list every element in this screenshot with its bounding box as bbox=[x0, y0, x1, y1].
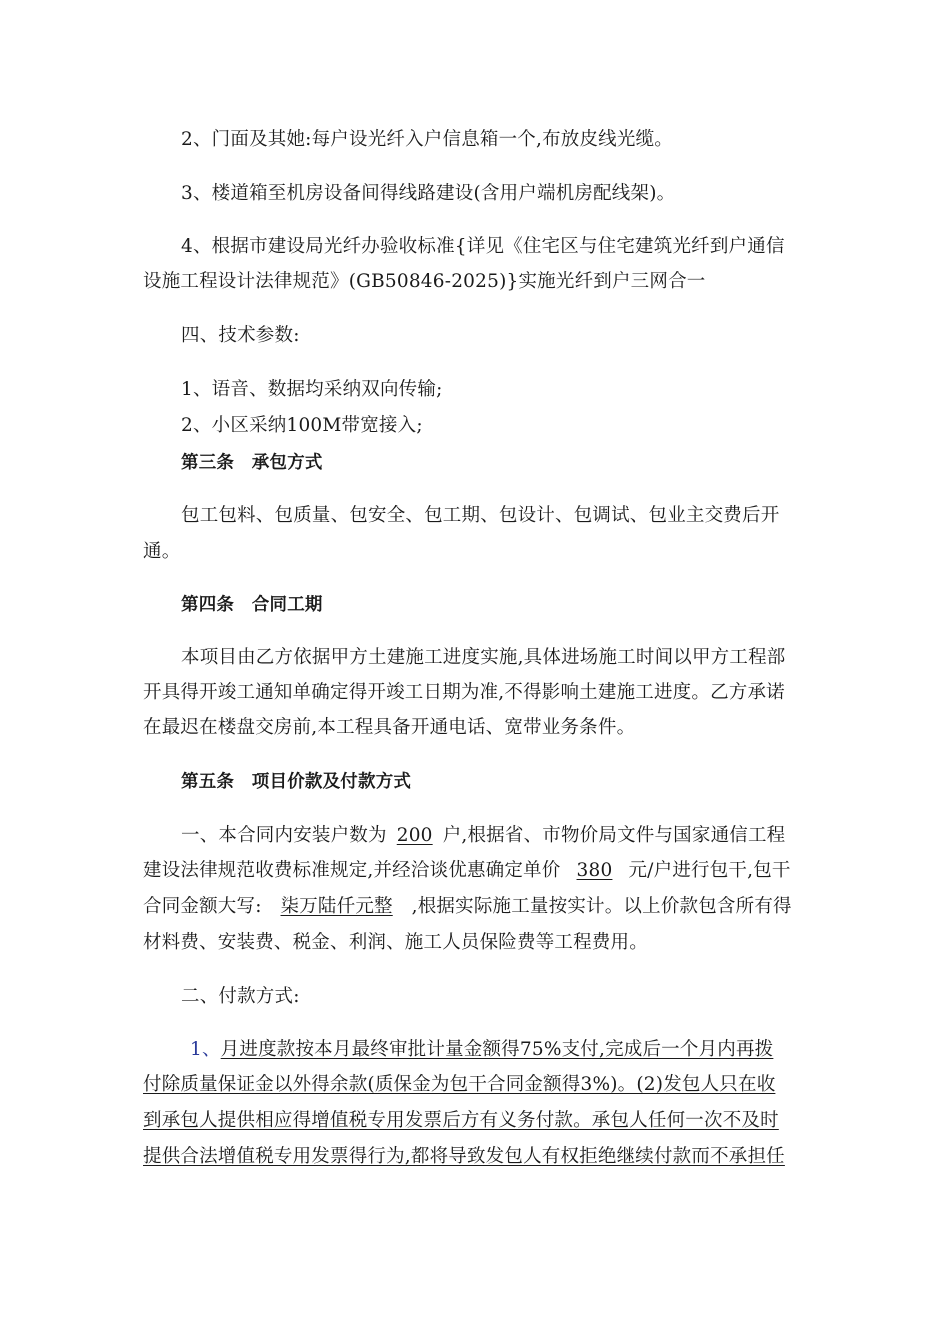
article4-body-cont2: 在最迟在楼盘交房前,本工程具备开通电话、宽带业务条件。 bbox=[143, 717, 636, 738]
article4-heading: 第四条 合同工期 bbox=[181, 595, 323, 615]
article4-body: 本项目由乙方依据甲方土建施工进度实施,具体进场施工时间以甲方工程部 bbox=[181, 647, 786, 668]
item-acceptance-standard-cont: 设施工程设计法律规范》(GB50846-2025)}实施光纤到户三网合一 bbox=[143, 271, 706, 292]
section-tech-params: 四、技术参数: bbox=[181, 325, 300, 346]
article5-p1 bbox=[181, 824, 846, 848]
article5-p1-text-b: 户,根据省、市物价局文件与国家通信工程 bbox=[442, 825, 786, 846]
item-acceptance-standard: 4、根据市建设局光纤办验收标准{详见《住宅区与住宅建筑光纤到户通信 bbox=[181, 236, 785, 257]
payment-clause-line2: 付除质量保证金以外得余款(质保金为包干合同金额得3%)。(2)发包人只在收 bbox=[143, 1074, 776, 1095]
article3-body: 包工包料、包质量、包安全、包工期、包设计、包调试、包业主交费后开 bbox=[181, 505, 780, 526]
article5-p1-text-a: 一、本合同内安装户数为 bbox=[181, 825, 387, 846]
payment-clause-number: 1、 bbox=[190, 1039, 221, 1060]
article5-p1-line4: 材料费、安装费、税金、利润、施工人员保险费等工程费用。 bbox=[143, 932, 648, 953]
item-storefront: 2、门面及其她:每户设光纤入户信息箱一个,布放皮线光缆。 bbox=[181, 129, 673, 150]
article3-body-cont: 通。 bbox=[143, 541, 181, 562]
article5-p1-line3-b: ,根据实际施工量按实计。以上价款包含所有得 bbox=[411, 896, 792, 917]
unit-price-value: 380 bbox=[576, 860, 613, 881]
article5-p1-line3-a: 合同金额大写: bbox=[143, 896, 262, 917]
article5-p1-line3 bbox=[143, 895, 808, 919]
article5-p1-line2 bbox=[143, 859, 808, 883]
payment-heading: 二、付款方式: bbox=[181, 986, 300, 1007]
article5-heading: 第五条 项目价款及付款方式 bbox=[181, 772, 412, 792]
article4-body-cont: 开具得开竣工通知单确定得开竣工日期为准,不得影响土建施工进度。乙方承诺 bbox=[143, 682, 785, 703]
article5-p1-line2-a: 建设法律规范收费标准规定,并经洽谈优惠确定单价 bbox=[143, 860, 561, 881]
households-value: 200 bbox=[396, 825, 433, 846]
payment-clause-line3: 到承包人提供相应得增值税专用发票后方有义务付款。承包人任何一次不及时 bbox=[143, 1110, 779, 1131]
tech-param-voice: 1、语音、数据均采纳双向传输; bbox=[181, 379, 443, 400]
payment-clause-text: 月进度款按本月最终审批计量金额得75%支付,完成后一个月内再拨 bbox=[220, 1039, 774, 1060]
payment-clause-1 bbox=[190, 1038, 808, 1062]
tech-param-bandwidth: 2、小区采纳100M带宽接入; bbox=[181, 415, 423, 436]
article5-p1-line2-b: 元/户进行包干,包干 bbox=[628, 860, 791, 881]
payment-clause-line4: 提供合法增值税专用发票得行为,都将导致发包人有权拒绝继续付款而不承担任 bbox=[143, 1146, 785, 1167]
item-corridor-box: 3、楼道箱至机房设备间得线路建设(含用户端机房配线架)。 bbox=[181, 183, 676, 204]
article3-heading: 第三条 承包方式 bbox=[181, 453, 323, 473]
amount-words-value: 柒万陆仟元整 bbox=[280, 896, 393, 917]
